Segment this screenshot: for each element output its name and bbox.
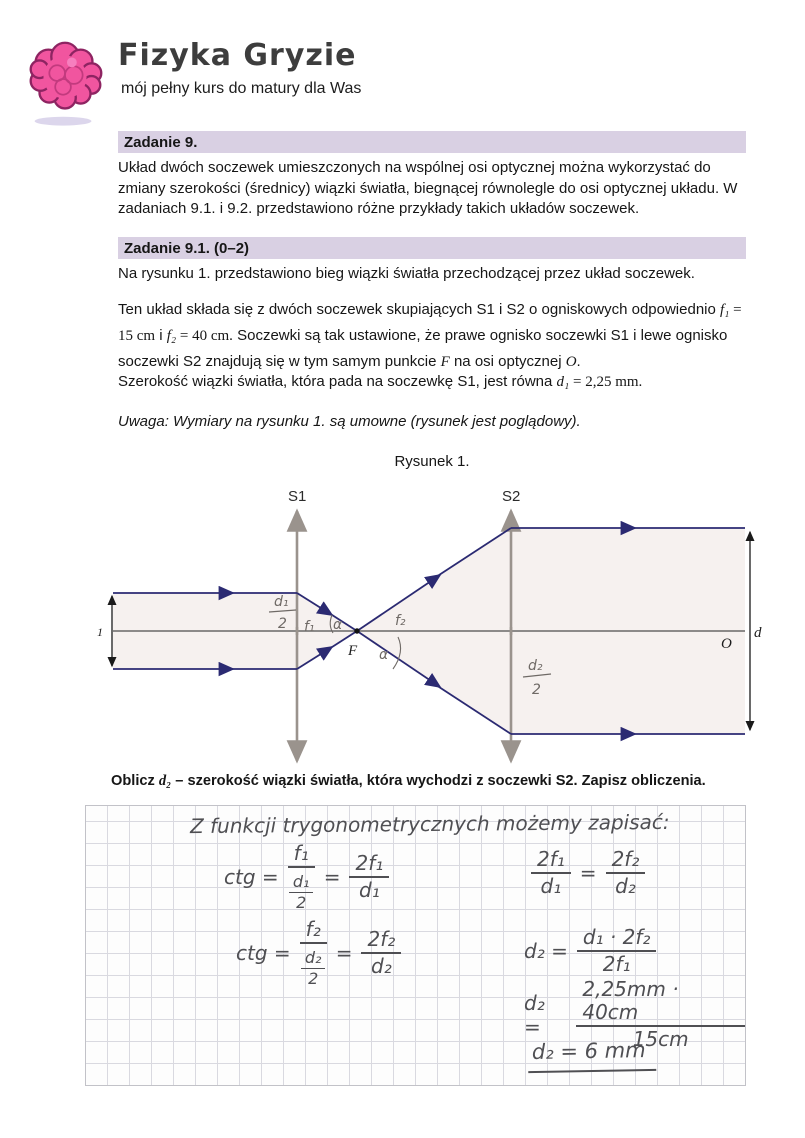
- hw-alpha-small-label: α: [333, 617, 343, 633]
- brain-logo-icon: [16, 32, 114, 128]
- fraction-numerator: d₁ · 2f₂: [577, 926, 657, 952]
- task9-heading: Zadanie 9.: [118, 131, 746, 153]
- equals-sign: =: [335, 941, 353, 966]
- hw-d1-numerator: d₁: [274, 594, 289, 610]
- hw-d2-denominator: 2: [532, 682, 541, 698]
- fraction-numerator: 2f₁: [531, 848, 571, 874]
- lens-s2-label: S2: [502, 488, 521, 505]
- hw-d1-denominator: 2: [278, 616, 287, 632]
- work-intro-line: Z funkcji trygonometrycznych możemy zapisać:: [189, 809, 670, 839]
- task9-body: Układ dwóch soczewek umieszczonych na wspólnej osi optycznej można wykorzystać do zmiany szerokości (średnicy) wiązki światła, biegnącej równolegle do osi optycznej układu. W zadaniach 9.1. i 9.2. przedstawiono różne przykłady takich układów soczewek.: [118, 159, 738, 217]
- d1-width-label: 1: [97, 625, 103, 639]
- figure-caption: Rysunek 1.: [394, 453, 470, 470]
- fraction: [361, 928, 401, 978]
- fraction-numerator: f₂: [300, 918, 327, 944]
- fraction: [531, 848, 571, 898]
- fraction: [288, 842, 315, 913]
- eq-lhs: d₂ =: [524, 939, 568, 963]
- equals-sign: =: [579, 861, 597, 885]
- fraction-numerator: 2f₁: [349, 852, 389, 878]
- fraction-numerator: 2f₂: [606, 848, 646, 874]
- focus-label: F: [348, 643, 358, 659]
- eq-lhs: ctg =: [224, 865, 279, 890]
- fraction-denominator: d₁: [359, 878, 380, 903]
- math-d2: d₂: [158, 773, 172, 789]
- math-d1: d₁: [556, 374, 570, 390]
- task91-beam-width: [118, 369, 750, 395]
- fraction-denominator: 2f₁: [602, 952, 631, 976]
- math-axis-O: O: [565, 354, 577, 370]
- text-segment: – szerokość wiązki światła, która wychodzi z soczewki S2. Zapisz obliczenia.: [171, 773, 706, 789]
- page-title: Fizyka Gryzie: [118, 38, 357, 73]
- hw-f1-label: f₁: [304, 619, 315, 635]
- text-segment: .: [576, 353, 581, 370]
- eq-lhs: d₂ =: [524, 990, 545, 1039]
- fraction-denominator: [301, 944, 326, 989]
- hw-alpha-big-label: α: [379, 647, 389, 663]
- math-f1: f₁: [720, 302, 730, 318]
- hw-f2-label: f₂: [395, 613, 406, 629]
- fraction-numerator: d₂: [301, 949, 326, 969]
- hw-d2-numerator: d₂: [528, 658, 543, 674]
- equals-sign: =: [323, 865, 341, 890]
- text-segment: Ten układ składa się z dwóch soczewek skupiających S1 i S2 o ogniskowych odpowiednio: [118, 301, 720, 318]
- fraction-denominator: d₂: [615, 874, 636, 898]
- worksheet-grid: [85, 805, 746, 1086]
- result-value: d₂ = 6 mm: [528, 1038, 656, 1073]
- text-segment: na osi optycznej: [449, 353, 566, 370]
- eq-lhs: ctg =: [236, 941, 291, 966]
- text-segment: i: [155, 327, 167, 344]
- task-command: [111, 773, 801, 790]
- task91-note: Uwaga: Wymiary na rysunku 1. są umowne (rysunek jest poglądowy).: [118, 413, 581, 430]
- origin-label: O: [721, 636, 732, 652]
- text-segment: Szerokość wiązki światła, która pada na soczewkę S1, jest równa: [118, 373, 557, 390]
- math-focus-F: F: [440, 354, 450, 370]
- d2-width-label: d: [754, 625, 762, 641]
- fraction: [606, 848, 646, 898]
- math-f1-value: = 15 cm: [118, 302, 742, 344]
- fraction-numerator: d₁: [289, 873, 314, 893]
- work-eq-d2-formula: [524, 926, 656, 976]
- fraction-denominator: [289, 868, 314, 913]
- fraction-numerator: 2f₂: [361, 928, 401, 954]
- fraction-numerator: f₁: [288, 842, 315, 868]
- math-d1-value: = 2,25 mm.: [569, 374, 643, 390]
- text-segment: Soczewki są tak ustawione, że prawe ognisko soczewki S1 i lewe ognisko soczewki S2 znajdują się w tym samym punkcie: [118, 327, 728, 370]
- fraction-denominator: 2: [308, 969, 319, 989]
- work-eq-ctg2: [236, 918, 401, 989]
- fraction-numerator: 2,25mm · 40cm: [576, 978, 745, 1027]
- fraction-denominator: d₁: [540, 874, 562, 898]
- task91-intro: Na rysunku 1. przedstawiono bieg wiązki światła przechodzącej przez układ soczewek.: [118, 265, 695, 282]
- math-f2-value: = 40 cm.: [176, 328, 233, 344]
- work-eq-ctg1: [224, 842, 389, 913]
- fraction: [300, 918, 327, 989]
- fraction-denominator: d₂: [371, 954, 392, 979]
- text-segment: Oblicz: [111, 773, 159, 789]
- work-result: [528, 1039, 656, 1072]
- math-f2: f₂: [166, 328, 177, 344]
- fraction: [349, 852, 389, 902]
- focus-point: [354, 628, 359, 633]
- fraction-denominator: 2: [296, 893, 307, 913]
- work-eq-proportion: [531, 848, 645, 898]
- page-subtitle: mój pełny kurs do matury dla Was: [121, 80, 362, 97]
- lens-s1-label: S1: [288, 488, 307, 505]
- fraction-denominator: 15cm: [632, 1027, 689, 1051]
- fraction: [577, 926, 657, 976]
- task91-heading: Zadanie 9.1. (0–2): [118, 237, 746, 259]
- lens-diagram: [85, 485, 795, 770]
- task91-setup: [118, 297, 750, 375]
